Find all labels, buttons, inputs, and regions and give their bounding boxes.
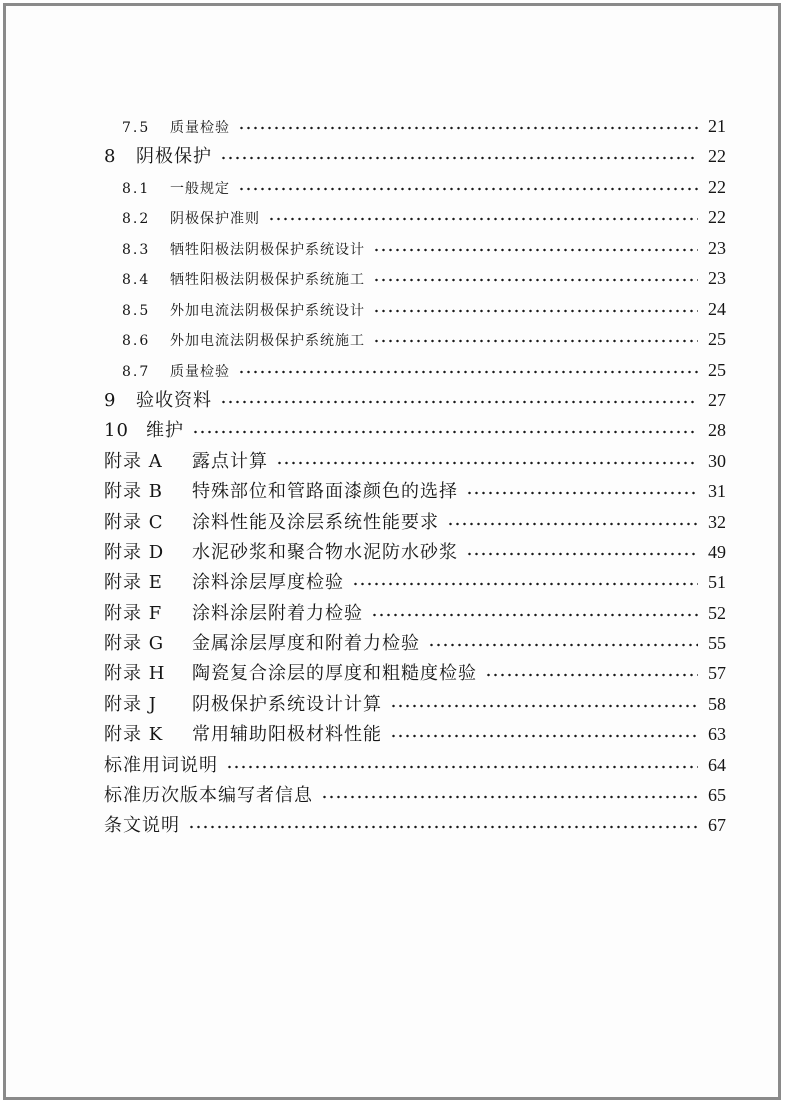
toc-entry xyxy=(122,233,726,263)
page-number: 30 xyxy=(708,451,726,471)
appendix-title: 涂料涂层附着力检验 xyxy=(192,603,363,624)
toc-entry xyxy=(104,476,726,506)
chapter-title: 验收资料 xyxy=(136,390,212,411)
chapter-number: 9 xyxy=(104,390,117,411)
dot-leader xyxy=(238,186,698,192)
dot-leader xyxy=(466,551,698,557)
page-number: 27 xyxy=(708,390,726,410)
section-title: 质量检验 xyxy=(170,364,230,380)
page-number: 52 xyxy=(708,603,726,623)
page-number: 23 xyxy=(708,268,726,288)
appendix-title: 常用辅助阳极材料性能 xyxy=(192,724,382,745)
appendix-title: 阴极保护系统设计计算 xyxy=(192,694,382,715)
appendix-title: 金属涂层厚度和附着力检验 xyxy=(192,633,420,654)
toc-entry xyxy=(104,567,726,597)
section-number: 8.3 xyxy=(122,242,151,258)
toc-entry xyxy=(122,294,726,324)
dot-leader xyxy=(447,521,698,527)
appendix-label: 附录 D xyxy=(104,542,165,563)
section-title: 标准历次版本编写者信息 xyxy=(104,785,313,806)
page-number: 22 xyxy=(708,146,726,166)
appendix-title: 露点计算 xyxy=(192,451,268,472)
toc-entry xyxy=(104,507,726,537)
section-title: 外加电流法阴极保护系统施工 xyxy=(170,333,365,349)
page-number: 51 xyxy=(708,572,726,592)
appendix-title: 水泥砂浆和聚合物水泥防水砂浆 xyxy=(192,542,458,563)
page-number: 57 xyxy=(708,663,726,683)
appendix-title: 陶瓷复合涂层的厚度和粗糙度检验 xyxy=(192,663,477,684)
dot-leader xyxy=(390,733,698,739)
dot-leader xyxy=(321,794,698,800)
page-number: 22 xyxy=(708,177,726,197)
page-number: 32 xyxy=(708,512,726,532)
dot-leader xyxy=(192,429,698,435)
page-number: 24 xyxy=(708,299,726,319)
toc-entry xyxy=(104,628,726,658)
section-number: 7.5 xyxy=(122,120,151,136)
appendix-label: 附录 E xyxy=(104,572,163,593)
page-number: 58 xyxy=(708,694,726,714)
dot-leader xyxy=(352,581,698,587)
section-number: 8.2 xyxy=(122,211,151,227)
toc-entry xyxy=(122,172,726,202)
chapter-title: 维护 xyxy=(146,420,184,441)
dot-leader xyxy=(238,369,698,375)
dot-leader xyxy=(373,247,698,253)
chapter-title: 阴极保护 xyxy=(136,146,212,167)
toc-entry xyxy=(122,324,726,354)
toc-entry xyxy=(104,658,726,688)
toc-entry xyxy=(104,598,726,628)
section-number: 8.7 xyxy=(122,364,151,380)
appendix-label: 附录 J xyxy=(104,694,157,715)
toc-entry xyxy=(122,355,726,385)
toc-entry xyxy=(104,780,726,810)
toc-entry xyxy=(104,750,726,780)
page-number: 23 xyxy=(708,238,726,258)
section-title: 牺牲阳极法阴极保护系统设计 xyxy=(170,242,365,258)
toc-entry xyxy=(104,385,726,415)
dot-leader xyxy=(373,338,698,344)
appendix-label: 附录 K xyxy=(104,724,164,745)
section-title: 条文说明 xyxy=(104,815,180,836)
section-number: 8.4 xyxy=(122,272,151,288)
page-number: 25 xyxy=(708,360,726,380)
page-number: 49 xyxy=(708,542,726,562)
chapter-number: 10 xyxy=(104,420,129,441)
dot-leader xyxy=(466,490,698,496)
page-number: 28 xyxy=(708,420,726,440)
section-number: 8.6 xyxy=(122,333,151,349)
appendix-label: 附录 C xyxy=(104,512,164,533)
chapter-number: 8 xyxy=(104,146,117,167)
page-number: 31 xyxy=(708,481,726,501)
dot-leader xyxy=(220,155,698,161)
dot-leader xyxy=(188,824,698,830)
toc-entry xyxy=(122,111,726,141)
page-number: 64 xyxy=(708,755,726,775)
appendix-title: 涂料性能及涂层系统性能要求 xyxy=(192,512,439,533)
appendix-label: 附录 F xyxy=(104,603,163,624)
dot-leader xyxy=(373,308,698,314)
dot-leader xyxy=(390,703,698,709)
appendix-label: 附录 B xyxy=(104,481,163,502)
appendix-label: 附录 G xyxy=(104,633,165,654)
section-number: 8.1 xyxy=(122,181,151,197)
appendix-title: 涂料涂层厚度检验 xyxy=(192,572,344,593)
appendix-label: 附录 H xyxy=(104,663,166,684)
toc-entry xyxy=(104,415,726,445)
toc-entry xyxy=(104,141,726,171)
appendix-label: 附录 A xyxy=(104,451,163,472)
dot-leader xyxy=(485,672,698,678)
toc-entry xyxy=(104,446,726,476)
dot-leader xyxy=(373,277,698,283)
section-title: 质量检验 xyxy=(170,120,230,136)
page-number: 63 xyxy=(708,724,726,744)
section-title: 一般规定 xyxy=(170,181,230,197)
toc-entry xyxy=(122,263,726,293)
dot-leader xyxy=(371,612,698,618)
toc-entry xyxy=(104,810,726,840)
page-number: 67 xyxy=(708,815,726,835)
section-number: 8.5 xyxy=(122,303,151,319)
dot-leader xyxy=(220,399,698,405)
section-title: 标准用词说明 xyxy=(104,755,218,776)
toc-entry xyxy=(104,537,726,567)
section-title: 外加电流法阴极保护系统设计 xyxy=(170,303,365,319)
page-number: 55 xyxy=(708,633,726,653)
section-title: 牺牲阳极法阴极保护系统施工 xyxy=(170,272,365,288)
toc-entry xyxy=(122,202,726,232)
dot-leader xyxy=(226,764,698,770)
dot-leader xyxy=(238,125,698,131)
page-number: 25 xyxy=(708,329,726,349)
appendix-title: 特殊部位和管路面漆颜色的选择 xyxy=(192,481,458,502)
dot-leader xyxy=(276,460,698,466)
section-title: 阴极保护准则 xyxy=(170,211,260,227)
dot-leader xyxy=(428,642,698,648)
page-number: 22 xyxy=(708,207,726,227)
page-number: 65 xyxy=(708,785,726,805)
page-number: 21 xyxy=(708,116,726,136)
dot-leader xyxy=(268,216,698,222)
toc-entry xyxy=(104,719,726,749)
toc-entry xyxy=(104,689,726,719)
